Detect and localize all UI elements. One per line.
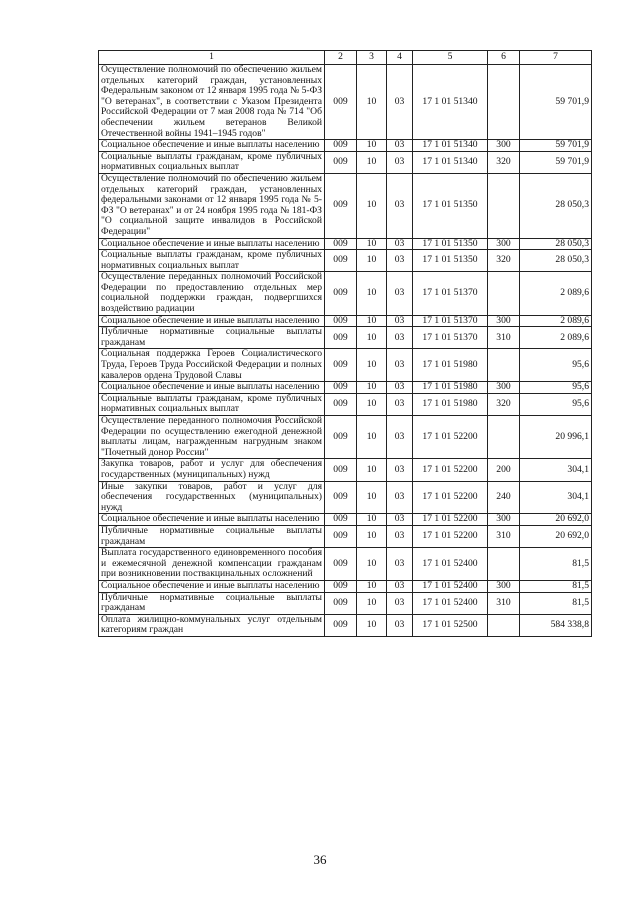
- cell-subsection: 03: [387, 481, 413, 514]
- cell-name: Социальное обеспечение и иные выплаты населению: [99, 140, 325, 152]
- cell-subsection: 03: [387, 250, 413, 272]
- column-header-subsection: 4: [387, 51, 413, 65]
- cell-name: Социальное обеспечение и иные выплаты населению: [99, 382, 325, 394]
- cell-name: Оплата жилищно-коммунальных услуг отдельным категориям граждан: [99, 614, 325, 636]
- cell-target: 17 1 01 51980: [413, 349, 488, 382]
- cell-target: 17 1 01 51980: [413, 393, 488, 415]
- table-header: [99, 51, 592, 65]
- cell-subsection: 03: [387, 238, 413, 250]
- cell-ministry: 009: [325, 151, 357, 173]
- cell-expense-type: [488, 416, 520, 459]
- cell-subsection: 03: [387, 514, 413, 526]
- cell-subsection: 03: [387, 151, 413, 173]
- column-header-section: 3: [357, 51, 387, 65]
- cell-name: Социальное обеспечение и иные выплаты населению: [99, 238, 325, 250]
- cell-amount: 584 338,8: [520, 614, 592, 636]
- cell-ministry: 009: [325, 250, 357, 272]
- cell-target: 17 1 01 52200: [413, 514, 488, 526]
- table-row: [99, 151, 592, 173]
- table-row: [99, 272, 592, 315]
- cell-name: Выплата государственного единовременного пособия и ежемесячной денежной компенсации гражданам при возникновении поствакцинальных осложнений: [99, 548, 325, 581]
- cell-amount: 95,6: [520, 393, 592, 415]
- cell-amount: 28 050,3: [520, 250, 592, 272]
- table-row: [99, 393, 592, 415]
- cell-expense-type: [488, 349, 520, 382]
- header-row: [99, 51, 592, 65]
- cell-subsection: 03: [387, 459, 413, 481]
- cell-section: 10: [357, 151, 387, 173]
- cell-target: 17 1 01 51350: [413, 173, 488, 238]
- cell-expense-type: 320: [488, 151, 520, 173]
- table-body: [99, 65, 592, 637]
- cell-section: 10: [357, 580, 387, 592]
- cell-section: 10: [357, 382, 387, 394]
- cell-subsection: 03: [387, 173, 413, 238]
- cell-subsection: 03: [387, 525, 413, 547]
- cell-name: Осуществление переданных полномочий Российской Федерации по предоставлению отдельных мер социальной поддержки граждан, подвергшихся воздействию радиации: [99, 272, 325, 315]
- cell-section: 10: [357, 250, 387, 272]
- table-row: [99, 514, 592, 526]
- cell-ministry: 009: [325, 65, 357, 140]
- cell-target: 17 1 01 52200: [413, 416, 488, 459]
- cell-ministry: 009: [325, 592, 357, 614]
- cell-ministry: 009: [325, 416, 357, 459]
- cell-subsection: 03: [387, 416, 413, 459]
- cell-name: Иные закупки товаров, работ и услуг для обеспечения государственных (муниципальных) нужд: [99, 481, 325, 514]
- cell-target: 17 1 01 52500: [413, 614, 488, 636]
- cell-section: 10: [357, 548, 387, 581]
- table-row: [99, 416, 592, 459]
- cell-ministry: 009: [325, 393, 357, 415]
- table-row: [99, 315, 592, 327]
- cell-section: 10: [357, 315, 387, 327]
- cell-name: Социальные выплаты гражданам, кроме публичных нормативных социальных выплат: [99, 393, 325, 415]
- table-row: [99, 459, 592, 481]
- cell-amount: 59 701,9: [520, 140, 592, 152]
- cell-target: 17 1 01 51980: [413, 382, 488, 394]
- cell-target: 17 1 01 52400: [413, 592, 488, 614]
- cell-amount: 81,5: [520, 592, 592, 614]
- table-row: [99, 481, 592, 514]
- cell-subsection: 03: [387, 614, 413, 636]
- cell-amount: 95,6: [520, 382, 592, 394]
- cell-expense-type: 320: [488, 250, 520, 272]
- cell-expense-type: 300: [488, 514, 520, 526]
- cell-target: 17 1 01 51370: [413, 272, 488, 315]
- cell-subsection: 03: [387, 592, 413, 614]
- cell-expense-type: 310: [488, 592, 520, 614]
- table-row: [99, 548, 592, 581]
- cell-amount: 2 089,6: [520, 327, 592, 349]
- cell-target: 17 1 01 51340: [413, 65, 488, 140]
- cell-amount: 59 701,9: [520, 151, 592, 173]
- cell-ministry: 009: [325, 580, 357, 592]
- cell-name: Публичные нормативные социальные выплаты гражданам: [99, 525, 325, 547]
- column-header-target: 5: [413, 51, 488, 65]
- cell-ministry: 009: [325, 382, 357, 394]
- cell-ministry: 009: [325, 173, 357, 238]
- cell-target: 17 1 01 51350: [413, 238, 488, 250]
- cell-target: 17 1 01 51350: [413, 250, 488, 272]
- cell-expense-type: [488, 173, 520, 238]
- cell-expense-type: [488, 65, 520, 140]
- cell-section: 10: [357, 514, 387, 526]
- cell-target: 17 1 01 52200: [413, 459, 488, 481]
- cell-subsection: 03: [387, 140, 413, 152]
- cell-ministry: 009: [325, 315, 357, 327]
- cell-ministry: 009: [325, 525, 357, 547]
- cell-subsection: 03: [387, 272, 413, 315]
- cell-expense-type: 310: [488, 525, 520, 547]
- table-row: [99, 140, 592, 152]
- cell-section: 10: [357, 140, 387, 152]
- cell-name: Осуществление переданного полномочия Российской Федерации по осуществлению ежегодной денежной выплаты лицам, награжденным нагрудным знаком "Почетный донор России": [99, 416, 325, 459]
- cell-expense-type: 300: [488, 580, 520, 592]
- cell-name: Социальное обеспечение и иные выплаты населению: [99, 315, 325, 327]
- cell-target: 17 1 01 51370: [413, 327, 488, 349]
- cell-section: 10: [357, 592, 387, 614]
- cell-name: Социальные выплаты гражданам, кроме публичных нормативных социальных выплат: [99, 151, 325, 173]
- cell-amount: 20 692,0: [520, 514, 592, 526]
- cell-amount: 28 050,3: [520, 238, 592, 250]
- column-header-name: 1: [99, 51, 325, 65]
- cell-expense-type: [488, 272, 520, 315]
- table-row: [99, 349, 592, 382]
- cell-name: Социальные выплаты гражданам, кроме публичных нормативных социальных выплат: [99, 250, 325, 272]
- cell-expense-type: 320: [488, 393, 520, 415]
- table-row: [99, 250, 592, 272]
- cell-amount: 304,1: [520, 459, 592, 481]
- cell-name: Социальное обеспечение и иные выплаты населению: [99, 514, 325, 526]
- cell-ministry: 009: [325, 459, 357, 481]
- cell-name: Закупка товаров, работ и услуг для обеспечения государственных (муниципальных) нужд: [99, 459, 325, 481]
- cell-target: 17 1 01 51370: [413, 315, 488, 327]
- cell-ministry: 009: [325, 614, 357, 636]
- cell-ministry: 009: [325, 548, 357, 581]
- table-row: [99, 614, 592, 636]
- cell-expense-type: 300: [488, 315, 520, 327]
- table-row: [99, 382, 592, 394]
- table-row: [99, 525, 592, 547]
- page-number: 36: [313, 852, 327, 867]
- cell-subsection: 03: [387, 65, 413, 140]
- cell-name: Осуществление полномочий по обеспечению жильем отдельных категорий граждан, установленных федеральными законами от 12 января 1995 года № 5-ФЗ "О ветеранах" и от 24 ноября 1995 года № 181-ФЗ "О социальной защите инвалидов в Российской Федерации": [99, 173, 325, 238]
- table-row: [99, 327, 592, 349]
- table-row: [99, 592, 592, 614]
- cell-section: 10: [357, 349, 387, 382]
- cell-expense-type: 300: [488, 140, 520, 152]
- cell-name: Социальное обеспечение и иные выплаты населению: [99, 580, 325, 592]
- cell-section: 10: [357, 272, 387, 315]
- cell-expense-type: 300: [488, 238, 520, 250]
- table-row: [99, 65, 592, 140]
- cell-expense-type: 200: [488, 459, 520, 481]
- cell-name: Осуществление полномочий по обеспечению жильем отдельных категорий граждан, установленных Федеральным законом от 12 января 1995 года № 5-ФЗ "О ветеранах", в соответствии с Указом Президента Российской Федерации от 7 мая 2008 года № 714 "Об обеспечении жильем ветеранов Великой Отечественной войны 1941–1945 годов": [99, 65, 325, 140]
- cell-amount: 81,5: [520, 580, 592, 592]
- cell-amount: 81,5: [520, 548, 592, 581]
- cell-subsection: 03: [387, 349, 413, 382]
- cell-section: 10: [357, 459, 387, 481]
- cell-target: 17 1 01 52400: [413, 580, 488, 592]
- cell-section: 10: [357, 614, 387, 636]
- cell-expense-type: [488, 614, 520, 636]
- cell-expense-type: 300: [488, 382, 520, 394]
- cell-target: 17 1 01 51340: [413, 151, 488, 173]
- cell-section: 10: [357, 393, 387, 415]
- column-header-amount: 7: [520, 51, 592, 65]
- cell-subsection: 03: [387, 327, 413, 349]
- cell-target: 17 1 01 52400: [413, 548, 488, 581]
- cell-ministry: 009: [325, 272, 357, 315]
- cell-section: 10: [357, 327, 387, 349]
- cell-ministry: 009: [325, 140, 357, 152]
- cell-ministry: 009: [325, 349, 357, 382]
- cell-expense-type: 310: [488, 327, 520, 349]
- cell-ministry: 009: [325, 481, 357, 514]
- cell-subsection: 03: [387, 580, 413, 592]
- cell-expense-type: [488, 548, 520, 581]
- cell-ministry: 009: [325, 514, 357, 526]
- cell-amount: 20 996,1: [520, 416, 592, 459]
- cell-section: 10: [357, 238, 387, 250]
- cell-amount: 2 089,6: [520, 272, 592, 315]
- cell-target: 17 1 01 51340: [413, 140, 488, 152]
- cell-expense-type: 240: [488, 481, 520, 514]
- cell-section: 10: [357, 416, 387, 459]
- cell-section: 10: [357, 65, 387, 140]
- cell-subsection: 03: [387, 382, 413, 394]
- cell-amount: 304,1: [520, 481, 592, 514]
- cell-amount: 95,6: [520, 349, 592, 382]
- cell-amount: 28 050,3: [520, 173, 592, 238]
- cell-section: 10: [357, 481, 387, 514]
- cell-ministry: 009: [325, 238, 357, 250]
- table-row: [99, 580, 592, 592]
- cell-amount: 20 692,0: [520, 525, 592, 547]
- table-row: [99, 173, 592, 238]
- cell-section: 10: [357, 525, 387, 547]
- column-header-expense-type: 6: [488, 51, 520, 65]
- table-row: [99, 238, 592, 250]
- cell-name: Социальная поддержка Героев Социалистического Труда, Героев Труда Российской Федерации и полных кавалеров ордена Трудовой Славы: [99, 349, 325, 382]
- cell-target: 17 1 01 52200: [413, 525, 488, 547]
- cell-subsection: 03: [387, 315, 413, 327]
- cell-ministry: 009: [325, 327, 357, 349]
- cell-subsection: 03: [387, 393, 413, 415]
- cell-amount: 2 089,6: [520, 315, 592, 327]
- cell-name: Публичные нормативные социальные выплаты гражданам: [99, 592, 325, 614]
- column-header-ministry: 2: [325, 51, 357, 65]
- cell-name: Публичные нормативные социальные выплаты гражданам: [99, 327, 325, 349]
- cell-subsection: 03: [387, 548, 413, 581]
- cell-target: 17 1 01 52200: [413, 481, 488, 514]
- budget-table: [98, 50, 592, 637]
- cell-amount: 59 701,9: [520, 65, 592, 140]
- cell-section: 10: [357, 173, 387, 238]
